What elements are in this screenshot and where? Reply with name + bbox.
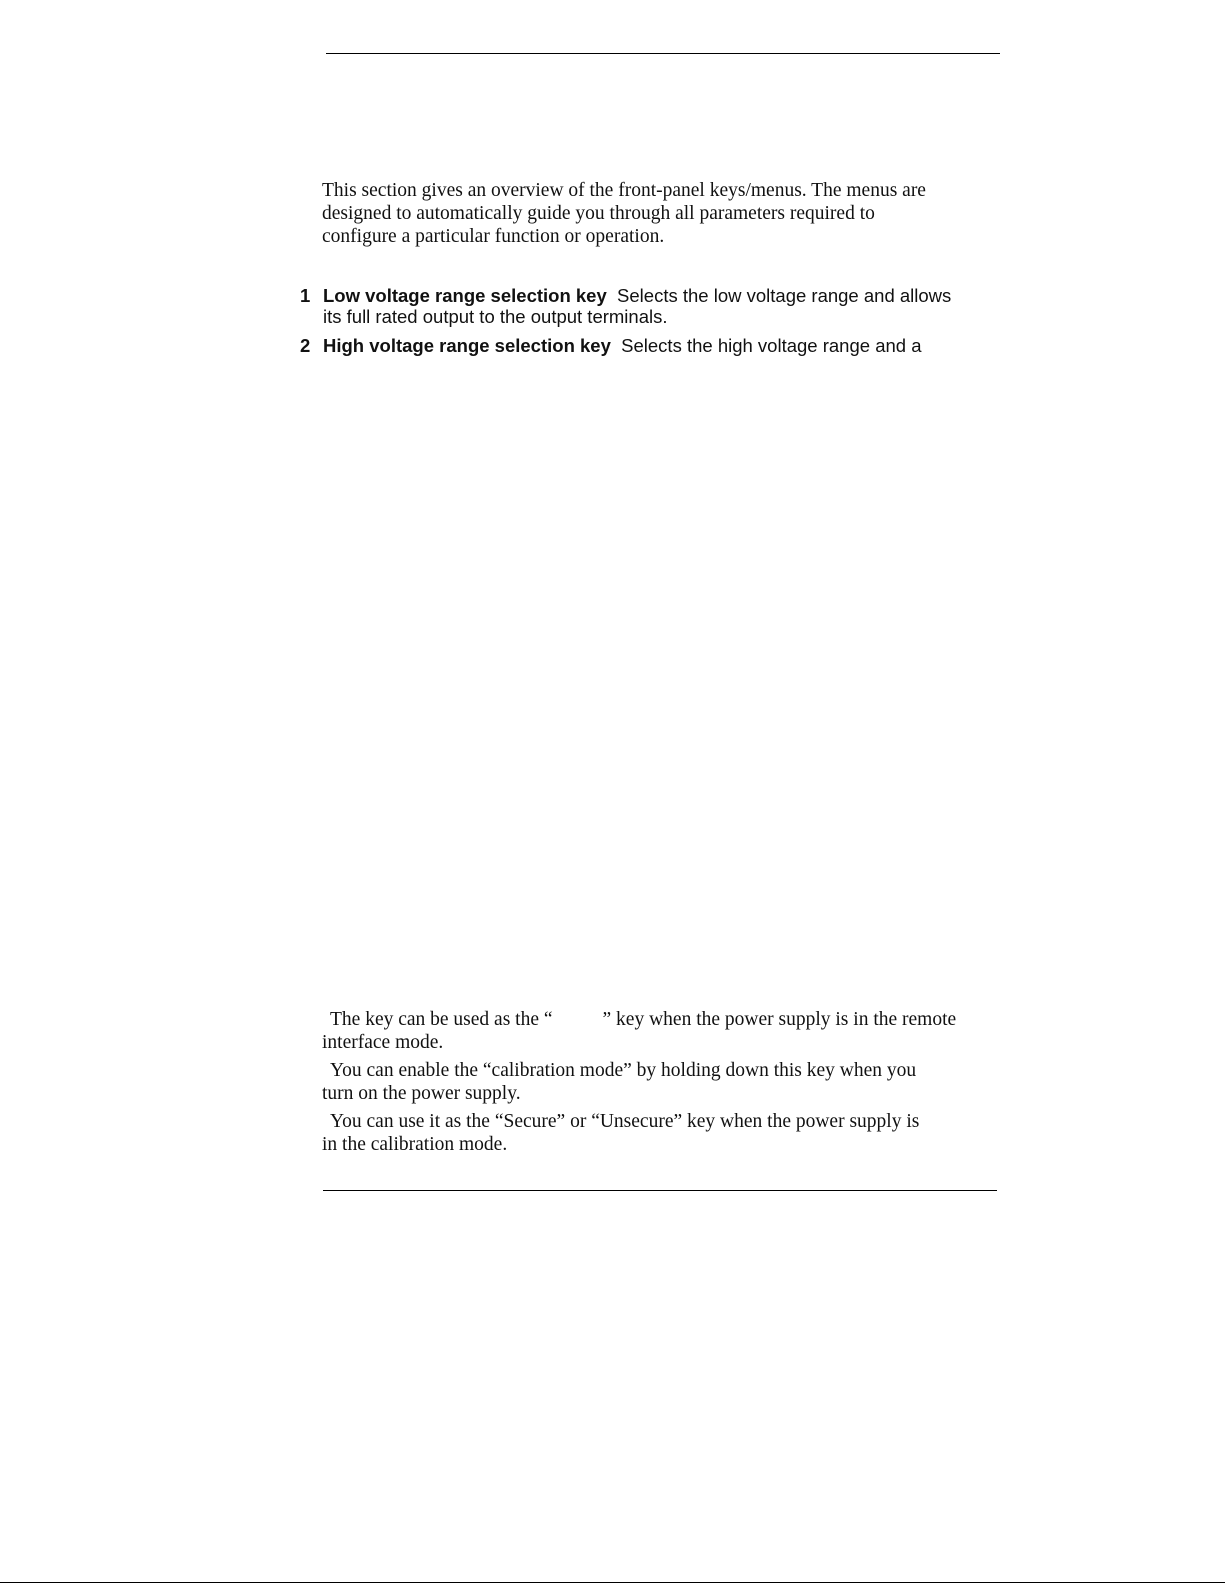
intro-line: configure a particular function or operation.	[322, 226, 665, 247]
intro-line: designed to automatically guide you through all parameters required to	[322, 203, 875, 224]
item-description: Selects the high voltage range and a	[621, 335, 922, 356]
note-line: turn on the power supply.	[322, 1083, 521, 1104]
note-line: in the calibration mode.	[322, 1134, 508, 1155]
footer-rule	[323, 1190, 997, 1191]
header-rule	[326, 53, 1000, 54]
note-line	[322, 1008, 1002, 1031]
item-line	[323, 285, 951, 306]
item-number: 1	[300, 285, 311, 306]
key-item-high-voltage	[300, 335, 1000, 359]
note-line: interface mode.	[322, 1032, 444, 1053]
item-term: Low voltage range selection key	[323, 285, 607, 306]
item-description: Selects the low voltage range and allows	[617, 285, 952, 306]
item-number: 2	[300, 335, 311, 356]
note-line: You can enable the “calibration mode” by holding down this key when you	[330, 1060, 917, 1081]
intro-line: This section gives an overview of the front-panel keys/menus. The menus are	[322, 180, 926, 201]
page-edge-rule	[0, 1582, 1225, 1583]
item-line	[323, 335, 921, 356]
note-text: The key can be used as the “	[330, 1009, 553, 1030]
note-secure-key	[322, 1110, 1002, 1156]
key-item-low-voltage	[300, 285, 1000, 329]
notes-section	[322, 1008, 1002, 1161]
note-calibration-enable	[322, 1059, 1002, 1105]
item-term: High voltage range selection key	[323, 335, 611, 356]
intro-paragraph	[322, 179, 1002, 248]
note-line: You can use it as the “Secure” or “Unsecure” key when the power supply is	[330, 1111, 920, 1132]
item-description-continued: its full rated output to the output terminals.	[323, 306, 668, 327]
note-text: ” key when the power supply is in the remote	[602, 1009, 957, 1030]
note-remote-interface	[322, 1008, 1002, 1054]
